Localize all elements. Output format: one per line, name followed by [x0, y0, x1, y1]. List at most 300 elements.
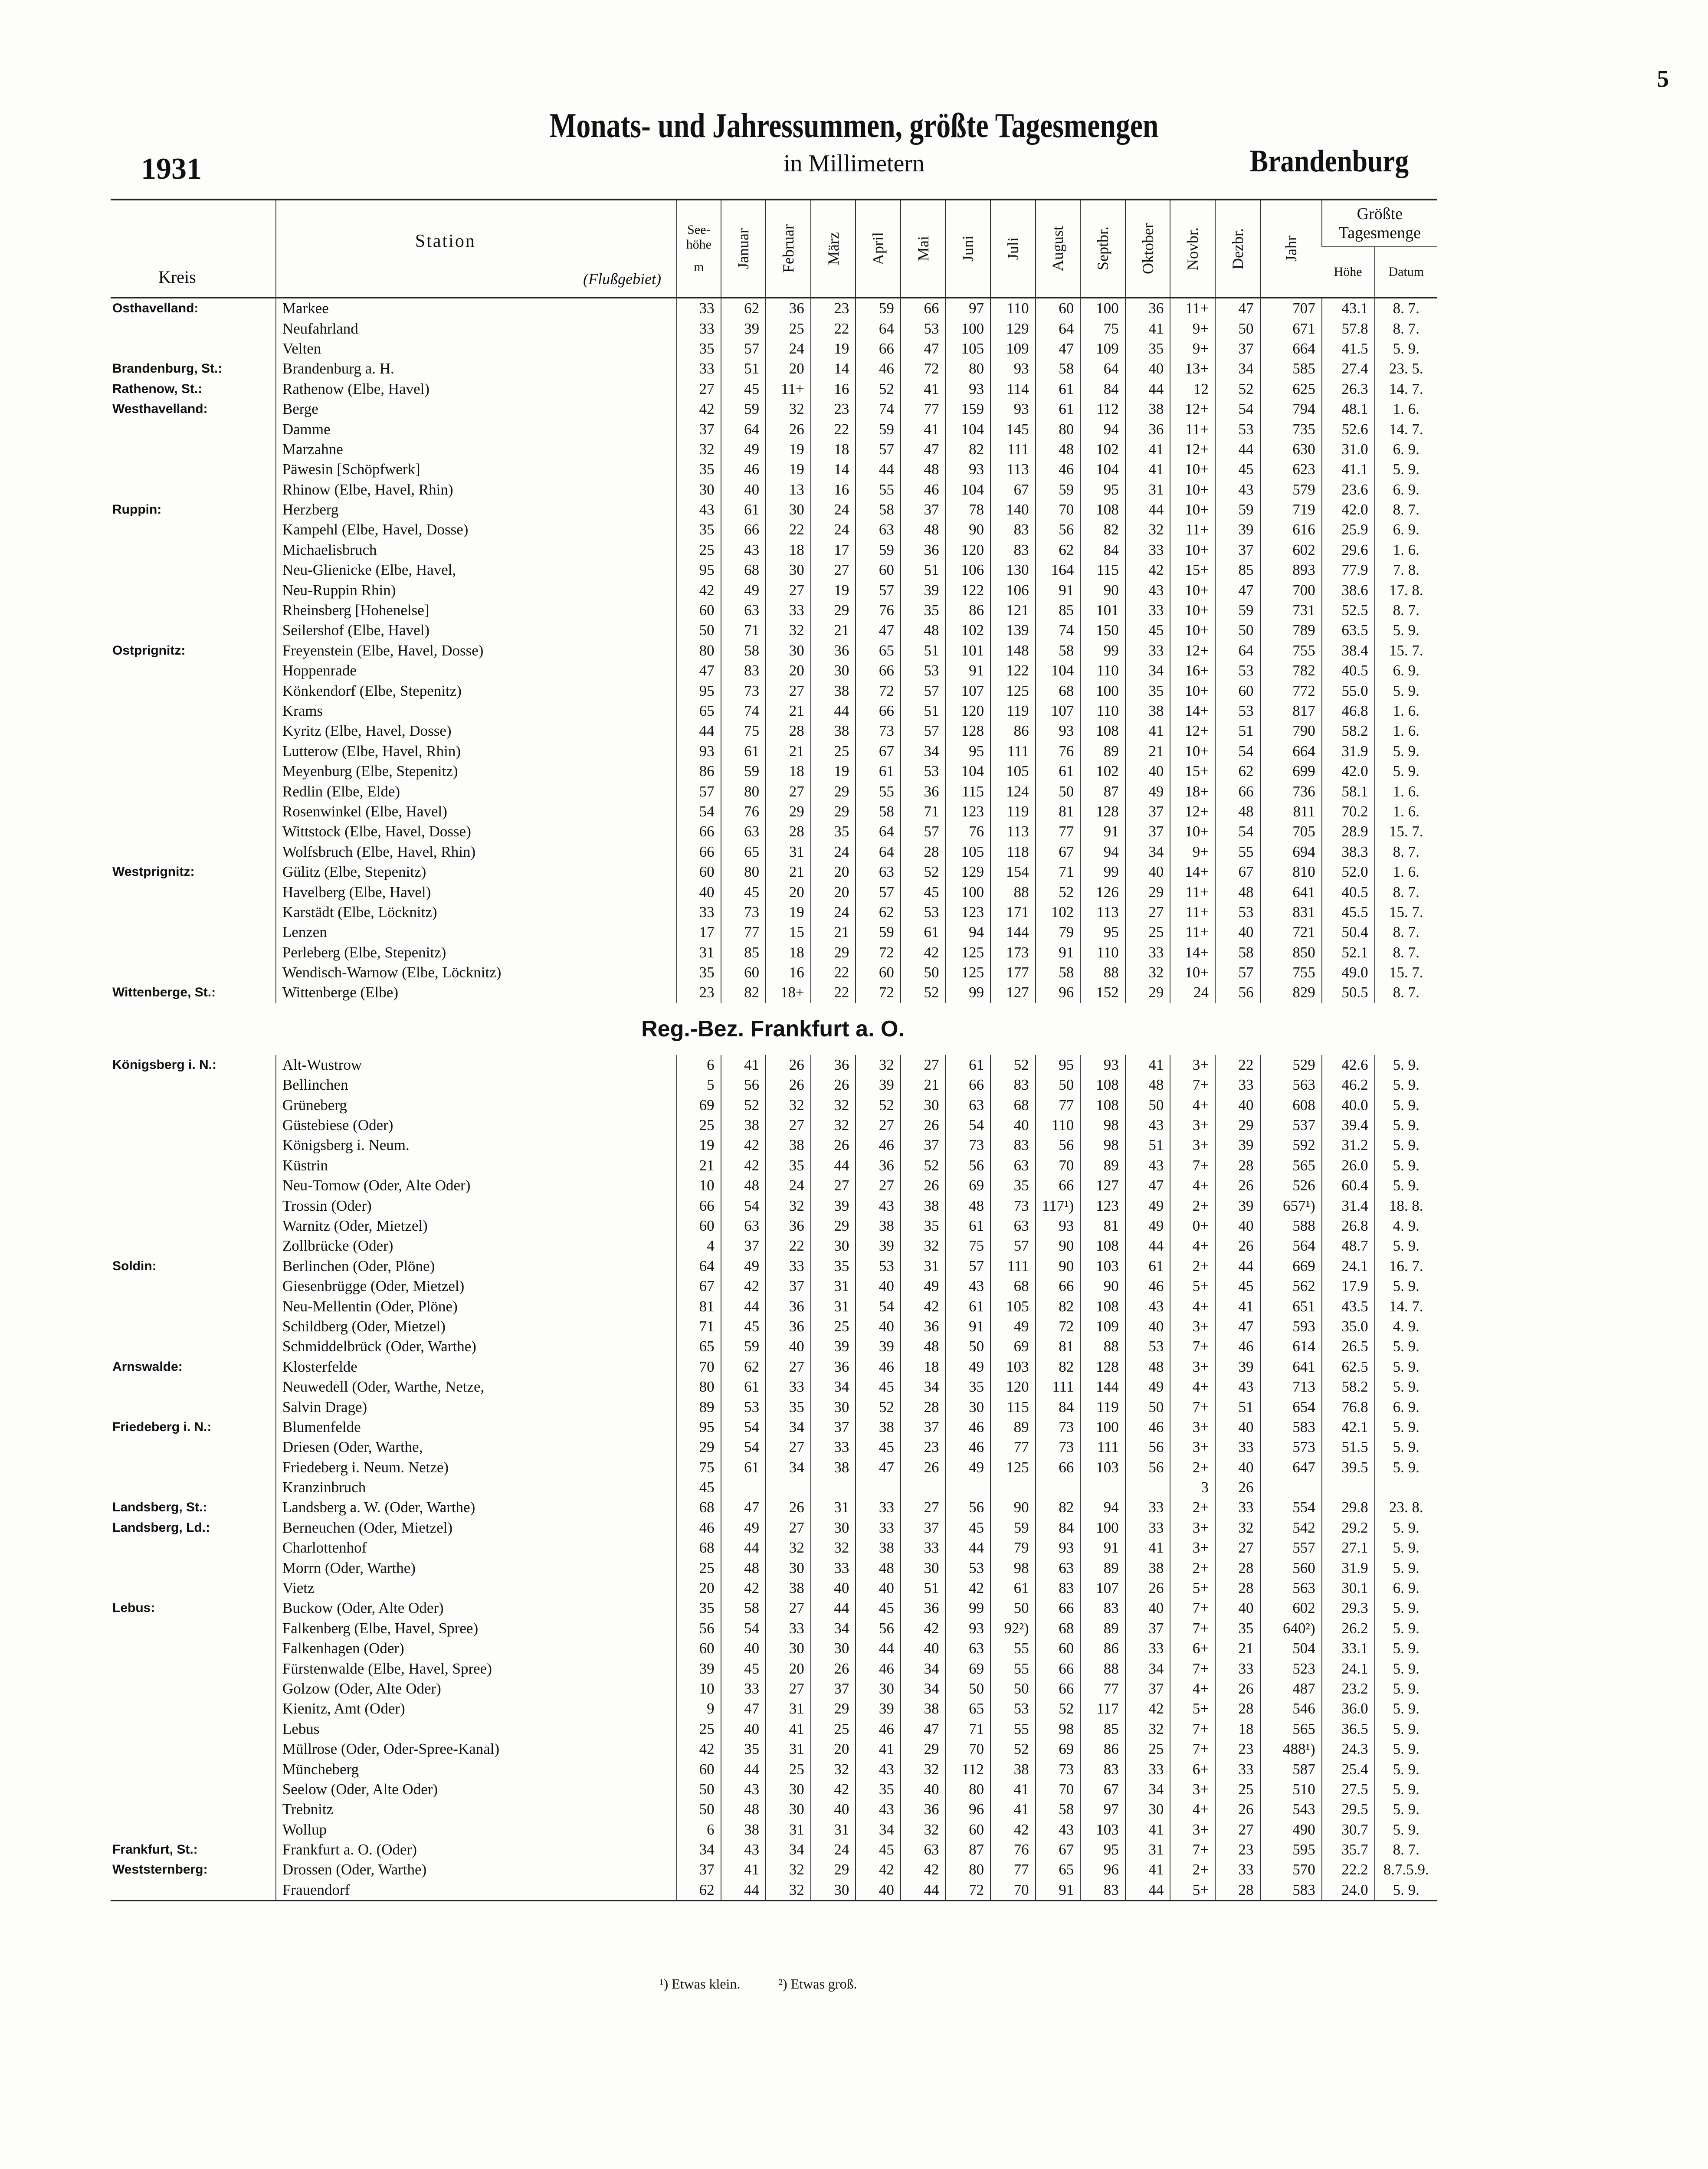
month-value-cell: 62 [1036, 540, 1081, 560]
month-value-cell: 52 [856, 1397, 901, 1417]
max-daily-height-cell: 62.5 [1322, 1357, 1375, 1377]
month-value-cell: 70 [1036, 500, 1081, 520]
month-value-cell: 39 [721, 318, 766, 338]
month-value-cell: 37 [1215, 339, 1260, 359]
month-value-cell: 40 [1125, 862, 1170, 882]
month-value-cell: 63 [945, 1095, 990, 1115]
year-total-cell: 546 [1260, 1699, 1322, 1719]
footnote-1: ¹) Etwas klein. [659, 1976, 741, 1992]
month-value-cell: 83 [1080, 1598, 1125, 1618]
month-value-cell: 63 [856, 520, 901, 540]
month-value-cell: 52 [901, 1156, 946, 1176]
max-daily-date-cell: 18. 8. [1375, 1196, 1437, 1216]
table-row [111, 1719, 1437, 1739]
station-cell: Warnitz (Oder, Mietzel) [276, 1216, 677, 1236]
seehoehe-cell: 89 [677, 1397, 721, 1417]
kreis-cell: Friedeberg i. N.: [112, 1419, 212, 1434]
table-row [111, 560, 1437, 580]
month-value-cell: 70 [990, 1880, 1036, 1901]
month-value-cell: 62 [721, 298, 766, 318]
year-total-cell: 592 [1260, 1135, 1322, 1155]
max-daily-date-cell: 5. 9. [1375, 339, 1437, 359]
month-value-cell: 35 [721, 1739, 766, 1759]
month-value-cell: 10+ [1170, 963, 1215, 983]
month-value-cell: 24 [766, 1176, 811, 1196]
month-value-cell: 41 [1125, 721, 1170, 741]
month-value-cell: 37 [1215, 540, 1260, 560]
max-daily-height-cell: 57.8 [1322, 318, 1375, 338]
month-value-cell: 7+ [1170, 1075, 1215, 1095]
header-month-apr: April [856, 200, 901, 298]
max-daily-date-cell: 5. 9. [1375, 1075, 1437, 1095]
year-total-cell: 587 [1260, 1759, 1322, 1779]
month-value-cell: 106 [990, 580, 1036, 600]
month-value-cell: 44 [856, 1638, 901, 1658]
seehoehe-cell: 25 [677, 540, 721, 560]
month-value-cell: 49 [721, 580, 766, 600]
month-value-cell: 25 [1125, 922, 1170, 942]
month-value-cell: 125 [990, 681, 1036, 701]
month-value-cell: 66 [856, 339, 901, 359]
month-value-cell: 50 [901, 963, 946, 983]
month-value-cell: 20 [811, 862, 856, 882]
max-daily-height-cell: 36.5 [1322, 1719, 1375, 1739]
max-daily-height-cell: 29.3 [1322, 1598, 1375, 1618]
month-value-cell: 34 [1125, 842, 1170, 862]
month-value-cell: 32 [1215, 1518, 1260, 1538]
month-value-cell: 56 [945, 1156, 990, 1176]
month-value-cell: 53 [990, 1699, 1036, 1719]
month-value-cell: 48 [1125, 1075, 1170, 1095]
month-value-cell: 66 [856, 661, 901, 681]
month-value-cell: 26 [1125, 1578, 1170, 1598]
station-cell: Falkenhagen (Oder) [276, 1638, 677, 1658]
month-value-cell: 43 [1125, 580, 1170, 600]
max-daily-height-cell: 29.8 [1322, 1497, 1375, 1517]
month-value-cell: 81 [1036, 802, 1081, 822]
month-value-cell: 29 [811, 600, 856, 620]
month-value-cell: 55 [856, 781, 901, 801]
station-cell: Brandenburg a. H. [276, 359, 677, 379]
table-row [111, 1156, 1437, 1176]
month-value-cell: 6+ [1170, 1759, 1215, 1779]
month-value-cell: 33 [1125, 943, 1170, 963]
month-value-cell: 94 [945, 922, 990, 942]
table-row [111, 359, 1437, 379]
table-row [111, 963, 1437, 983]
max-daily-date-cell: 8. 7. [1375, 600, 1437, 620]
month-value-cell: 4+ [1170, 1176, 1215, 1196]
year-total-cell: 669 [1260, 1256, 1322, 1276]
month-value-cell: 40 [1215, 1216, 1260, 1236]
month-value-cell: 64 [1080, 359, 1125, 379]
month-value-cell: 108 [1080, 1075, 1125, 1095]
kreis-cell [111, 1075, 276, 1095]
month-value-cell: 53 [1215, 661, 1260, 681]
month-value-cell: 27 [766, 1518, 811, 1538]
month-value-cell: 91 [1036, 1880, 1081, 1901]
station-cell: Seilershof (Elbe, Havel) [276, 620, 677, 640]
month-value-cell: 35 [1215, 1619, 1260, 1638]
month-value-cell: 27 [856, 1176, 901, 1196]
month-value-cell: 47 [901, 439, 946, 459]
year-total-cell: 647 [1260, 1457, 1322, 1477]
month-value-cell: 49 [1125, 781, 1170, 801]
month-value-cell: 49 [1125, 1216, 1170, 1236]
year-total-cell: 671 [1260, 318, 1322, 338]
month-value-cell: 61 [990, 1578, 1036, 1598]
month-value-cell: 64 [856, 842, 901, 862]
month-value-cell: 27 [856, 1115, 901, 1135]
max-daily-date-cell: 5. 9. [1375, 1679, 1437, 1699]
month-value-cell: 108 [1080, 1296, 1125, 1316]
month-value-cell: 87 [945, 1840, 990, 1860]
section-row [111, 1003, 1437, 1055]
month-value-cell: 128 [1080, 802, 1125, 822]
max-daily-date-cell: 5. 9. [1375, 1055, 1437, 1075]
month-value-cell: 36 [766, 1216, 811, 1236]
month-value-cell: 49 [1125, 1377, 1170, 1397]
month-value-cell: 42 [721, 1578, 766, 1598]
seehoehe-cell: 35 [677, 520, 721, 540]
month-value-cell: 79 [990, 1538, 1036, 1558]
month-value-cell: 46 [1125, 1417, 1170, 1437]
month-value-cell: 64 [856, 822, 901, 842]
month-value-cell: 40 [856, 1276, 901, 1296]
station-cell: Falkenberg (Elbe, Havel, Spree) [276, 1619, 677, 1638]
month-value-cell: 30 [945, 1397, 990, 1417]
month-value-cell: 12+ [1170, 802, 1215, 822]
month-value-cell: 18 [766, 540, 811, 560]
month-value-cell: 30 [766, 641, 811, 661]
kreis-cell [111, 1820, 276, 1840]
month-value-cell: 71 [901, 802, 946, 822]
month-value-cell: 2+ [1170, 1457, 1215, 1477]
month-value-cell: 23 [901, 1437, 946, 1457]
month-value-cell: 34 [811, 1619, 856, 1638]
month-value-cell: 54 [721, 1619, 766, 1638]
month-value-cell: 32 [811, 1115, 856, 1135]
max-daily-height-cell: 40.5 [1322, 882, 1375, 902]
month-value-cell: 38 [1125, 701, 1170, 721]
month-value-cell: 63 [721, 822, 766, 842]
max-daily-date-cell: 5. 9. [1375, 459, 1437, 479]
station-cell: Grüneberg [276, 1095, 677, 1115]
month-value-cell: 37 [721, 1236, 766, 1256]
table-row [111, 1397, 1437, 1417]
month-value-cell: 77 [990, 1860, 1036, 1880]
kreis-cell: Landsberg, Ld.: [112, 1520, 210, 1535]
month-value-cell: 25 [811, 1719, 856, 1739]
month-value-cell: 41 [766, 1719, 811, 1739]
station-cell: Lenzen [276, 922, 677, 942]
kreis-cell [111, 1779, 276, 1799]
max-daily-height-cell: 26.0 [1322, 1156, 1375, 1176]
month-value-cell [721, 1478, 766, 1497]
month-value-cell: 100 [1080, 298, 1125, 318]
max-daily-height-cell: 39.5 [1322, 1457, 1375, 1477]
kreis-cell [111, 701, 276, 721]
month-value-cell: 77 [1036, 822, 1081, 842]
month-value-cell: 76 [990, 1840, 1036, 1860]
table-row [111, 339, 1437, 359]
month-value-cell: 62 [721, 1357, 766, 1377]
month-value-cell: 4+ [1170, 1679, 1215, 1699]
month-value-cell: 29 [811, 1699, 856, 1719]
month-value-cell: 6+ [1170, 1638, 1215, 1658]
month-value-cell: 7+ [1170, 1719, 1215, 1739]
footnotes [659, 1976, 892, 1992]
table-row [111, 459, 1437, 479]
month-value-cell: 177 [990, 963, 1036, 983]
month-value-cell: 95 [1080, 922, 1125, 942]
seehoehe-cell: 68 [677, 1497, 721, 1517]
max-daily-height-cell: 31.2 [1322, 1135, 1375, 1155]
station-cell: Wittenberge (Elbe) [276, 983, 677, 1003]
month-value-cell: 33 [1125, 1638, 1170, 1658]
month-value-cell: 35 [766, 1156, 811, 1176]
month-value-cell: 28 [1215, 1880, 1260, 1901]
month-value-cell: 52 [901, 862, 946, 882]
station-cell: Friedeberg i. Neum. Netze) [276, 1457, 677, 1477]
kreis-cell [111, 1317, 276, 1337]
month-value-cell: 29 [811, 802, 856, 822]
month-value-cell: 33 [1125, 1497, 1170, 1517]
month-value-cell: 23 [1215, 1840, 1260, 1860]
month-value-cell: 66 [901, 298, 946, 318]
year-total-cell: 554 [1260, 1497, 1322, 1517]
month-value-cell: 128 [945, 721, 990, 741]
month-value-cell: 33 [766, 1377, 811, 1397]
year-total-cell: 735 [1260, 419, 1322, 439]
month-value-cell: 59 [1215, 600, 1260, 620]
month-value-cell: 73 [990, 1196, 1036, 1216]
month-value-cell: 27 [766, 1437, 811, 1457]
month-value-cell: 110 [990, 298, 1036, 318]
max-daily-height-cell: 48.7 [1322, 1236, 1375, 1256]
max-daily-date-cell: 8. 7. [1375, 318, 1437, 338]
station-cell: Seelow (Oder, Alte Oder) [276, 1779, 677, 1799]
max-daily-height-cell: 30.7 [1322, 1820, 1375, 1840]
header-month-mar: März [811, 200, 856, 298]
seehoehe-cell: 35 [677, 339, 721, 359]
month-value-cell: 58 [856, 802, 901, 822]
month-value-cell: 140 [990, 500, 1036, 520]
kreis-cell [111, 1236, 276, 1256]
kreis-cell [111, 1337, 276, 1356]
month-value-cell: 40 [1215, 1095, 1260, 1115]
max-daily-date-cell: 5. 9. [1375, 1135, 1437, 1155]
table-row [111, 1216, 1437, 1236]
month-value-cell: 32 [1125, 1719, 1170, 1739]
month-value-cell: 16 [811, 480, 856, 500]
month-value-cell: 98 [1036, 1719, 1081, 1739]
month-value-cell: 40 [1125, 1317, 1170, 1337]
month-value-cell: 34 [766, 1417, 811, 1437]
month-value-cell: 106 [945, 560, 990, 580]
month-value-cell: 93 [945, 1619, 990, 1638]
month-value-cell: 100 [1080, 1417, 1125, 1437]
month-value-cell: 36 [901, 1317, 946, 1337]
month-value-cell: 101 [1080, 600, 1125, 620]
month-value-cell: 110 [1080, 943, 1125, 963]
station-cell: Driesen (Oder, Warthe, [276, 1437, 677, 1457]
month-value-cell: 61 [721, 500, 766, 520]
month-value-cell: 47 [901, 339, 946, 359]
month-value-cell: 63 [721, 1216, 766, 1236]
month-value-cell: 33 [1125, 1518, 1170, 1538]
max-daily-height-cell: 46.8 [1322, 701, 1375, 721]
table-header [111, 200, 1437, 298]
month-value-cell: 48 [945, 1196, 990, 1216]
month-value-cell: 83 [721, 661, 766, 681]
month-value-cell: 19 [766, 902, 811, 922]
month-value-cell: 90 [1080, 1276, 1125, 1296]
station-cell: Neu-Mellentin (Oder, Plöne) [276, 1296, 677, 1316]
month-value-cell: 71 [721, 620, 766, 640]
month-value-cell: 26 [766, 419, 811, 439]
month-value-cell: 46 [1125, 1276, 1170, 1296]
month-value-cell: 99 [945, 1598, 990, 1618]
year-total-cell: 694 [1260, 842, 1322, 862]
month-value-cell: 27 [766, 1115, 811, 1135]
month-value-cell: 33 [766, 1256, 811, 1276]
max-daily-height-cell: 41.5 [1322, 339, 1375, 359]
month-value-cell: 82 [945, 439, 990, 459]
month-value-cell: 42 [811, 1779, 856, 1799]
kreis-cell [111, 882, 276, 902]
month-value-cell: 93 [990, 399, 1036, 419]
month-value-cell: 41 [1125, 439, 1170, 459]
max-daily-date-cell: 5. 9. [1375, 1880, 1437, 1901]
table-row [111, 1055, 1437, 1075]
year-total-cell: 490 [1260, 1820, 1322, 1840]
month-value-cell: 93 [990, 359, 1036, 379]
month-value-cell: 44 [721, 1759, 766, 1779]
month-value-cell: 38 [721, 1820, 766, 1840]
month-value-cell: 41 [901, 379, 946, 399]
year-total-cell: 664 [1260, 339, 1322, 359]
table-row [111, 1638, 1437, 1658]
month-value-cell: 40 [721, 1638, 766, 1658]
month-value-cell: 44 [811, 1598, 856, 1618]
table-row [111, 802, 1437, 822]
month-value-cell: 37 [766, 1276, 811, 1296]
month-value-cell: 32 [766, 1538, 811, 1558]
month-value-cell: 108 [1080, 500, 1125, 520]
max-daily-height-cell: 43.1 [1322, 298, 1375, 318]
month-value-cell: 31 [811, 1276, 856, 1296]
month-value-cell: 128 [1080, 1357, 1125, 1377]
max-daily-date-cell: 6. 9. [1375, 661, 1437, 681]
seehoehe-cell: 65 [677, 1337, 721, 1356]
month-value-cell: 91 [1036, 943, 1081, 963]
month-value-cell: 71 [1036, 862, 1081, 882]
month-value-cell: 50 [1215, 620, 1260, 640]
month-value-cell: 38 [811, 1457, 856, 1477]
year-total-cell: 583 [1260, 1880, 1322, 1901]
month-value-cell: 26 [901, 1176, 946, 1196]
table-row [111, 1337, 1437, 1356]
month-value-cell: 51 [901, 560, 946, 580]
seehoehe-cell: 23 [677, 983, 721, 1003]
month-value-cell: 59 [990, 1518, 1036, 1538]
max-daily-date-cell: 5. 9. [1375, 1337, 1437, 1356]
month-value-cell [856, 1478, 901, 1497]
station-cell: Wolfsbruch (Elbe, Havel, Rhin) [276, 842, 677, 862]
month-value-cell: 33 [766, 1619, 811, 1638]
month-value-cell: 22 [811, 963, 856, 983]
month-value-cell: 47 [721, 1699, 766, 1719]
header-month-jun: Juni [945, 200, 990, 298]
month-value-cell: 73 [1036, 1437, 1081, 1457]
station-cell: Frauendorf [276, 1880, 677, 1901]
month-value-cell: 80 [945, 1860, 990, 1880]
station-cell: Neu-Ruppin Rhin) [276, 580, 677, 600]
month-value-cell: 98 [1080, 1135, 1125, 1155]
month-value-cell: 56 [1036, 520, 1081, 540]
month-value-cell: 89 [1080, 1619, 1125, 1638]
max-daily-height-cell: 48.1 [1322, 399, 1375, 419]
month-value-cell: 61 [1036, 379, 1081, 399]
month-value-cell: 57 [901, 822, 946, 842]
max-daily-height-cell: 39.4 [1322, 1115, 1375, 1135]
month-value-cell: 57 [856, 439, 901, 459]
month-value-cell: 38 [901, 1699, 946, 1719]
station-cell: Giesenbrügge (Oder, Mietzel) [276, 1276, 677, 1296]
month-value-cell: 85 [721, 943, 766, 963]
month-value-cell: 102 [1036, 902, 1081, 922]
month-value-cell: 30 [766, 1558, 811, 1578]
month-value-cell: 77 [901, 399, 946, 419]
station-cell: Müncheberg [276, 1759, 677, 1779]
month-value-cell: 72 [856, 943, 901, 963]
kreis-cell: Königsberg i. N.: [112, 1057, 216, 1072]
year-total-cell: 699 [1260, 761, 1322, 781]
page-subtitle: in Millimetern [783, 150, 925, 177]
month-value-cell: 57 [856, 882, 901, 902]
month-value-cell: 11+ [1170, 520, 1215, 540]
kreis-cell [111, 620, 276, 640]
month-value-cell: 91 [1080, 822, 1125, 842]
month-value-cell: 3+ [1170, 1417, 1215, 1437]
month-value-cell: 52 [856, 1095, 901, 1115]
month-value-cell: 22 [766, 1236, 811, 1256]
table-row [111, 641, 1437, 661]
seehoehe-cell: 21 [677, 1156, 721, 1176]
month-value-cell: 21 [811, 922, 856, 942]
kreis-cell: Wittenberge, St.: [112, 985, 216, 1000]
year-total-cell: 602 [1260, 1598, 1322, 1618]
kreis-cell [111, 963, 276, 983]
month-value-cell: 42 [901, 1296, 946, 1316]
month-value-cell: 54 [721, 1196, 766, 1216]
month-value-cell: 4+ [1170, 1236, 1215, 1256]
month-value-cell: 3+ [1170, 1357, 1215, 1377]
kreis-cell: Ostprignitz: [112, 643, 186, 658]
month-value-cell: 86 [945, 600, 990, 620]
month-value-cell: 43 [721, 1840, 766, 1860]
station-cell: Meyenburg (Elbe, Stepenitz) [276, 761, 677, 781]
seehoehe-cell: 80 [677, 1377, 721, 1397]
month-value-cell: 20 [811, 1739, 856, 1759]
kreis-cell: Weststernberg: [112, 1862, 208, 1877]
month-value-cell: 11+ [1170, 922, 1215, 942]
month-value-cell: 26 [811, 1658, 856, 1678]
month-value-cell: 85 [1036, 600, 1081, 620]
table-row [111, 761, 1437, 781]
month-value-cell: 126 [1080, 882, 1125, 902]
